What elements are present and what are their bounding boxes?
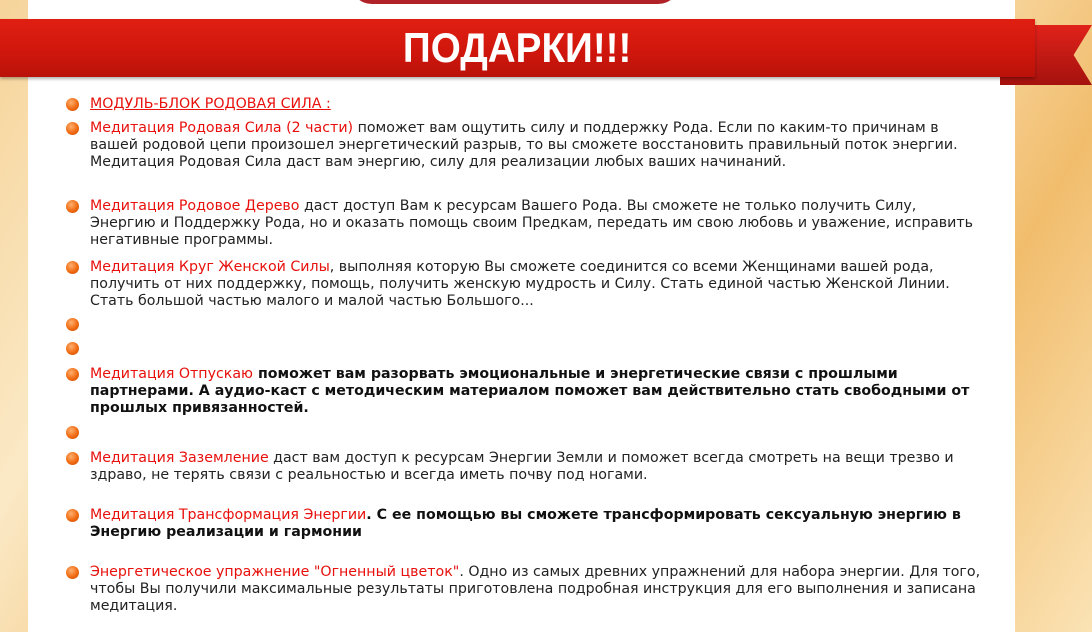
bullet-icon — [66, 452, 79, 465]
bullet-icon — [66, 98, 79, 111]
list-item — [66, 450, 986, 484]
item-text: поможет вам разорвать эмоциональные и энергетические связи с прошлыми партнерами. А аудио-каст с методическим материалом поможет вам действительно стать свободными от прошлых привязанностей. — [90, 366, 970, 416]
list-item — [66, 96, 986, 113]
item-text: . С ее помощью вы сможете трансформировать сексуальную энергию в Энергию реализации и гармонии — [90, 507, 961, 540]
gifts-banner — [0, 19, 1035, 77]
item-text: даст вам доступ к ресурсам Энергии Земли и поможет всегда смотреть на вещи трезво и здраво, не терять связи с реальностью и всегда иметь почву под ногами. — [90, 450, 954, 483]
item-text: поможет вам ощутить силу и поддержку Рода. Если по каким-то причинам в вашей родовой цепи произошел энергетический разрыв, то вы сможете восстановить правильный поток энергии. Медитация Родовая Сила даст вам энергию, силу для реализации любых ваших начинаний. — [90, 120, 958, 170]
list-item — [66, 507, 986, 541]
item-title: Медитация Отпускаю — [90, 366, 253, 382]
bullet-icon — [66, 318, 79, 331]
bullet-icon — [66, 122, 79, 135]
list-item — [66, 366, 986, 417]
item-title: Медитация Круг Женской Силы — [90, 259, 330, 275]
bullet-icon — [66, 509, 79, 522]
item-title: Энергетическое упражнение "Огненный цветок" — [90, 564, 460, 580]
bullet-icon — [66, 368, 79, 381]
item-text: , выполняя которую Вы сможете соединится со всеми Женщинами вашей рода, получить от них поддержку, помощь, получить женскую мудрость и Силу. Стать единой частью Женской Линии. Стать большой частью малого и малой частью Большого... — [90, 259, 950, 309]
list-item — [66, 564, 986, 615]
list-item — [66, 259, 986, 310]
item-title: Медитация Заземление — [90, 450, 269, 466]
bullet-icon — [66, 566, 79, 579]
banner-title: ПОДАРКИ!!! — [403, 24, 632, 71]
item-text: даст доступ Вам к ресурсам Вашего Рода. Вы сможете не только получить Силу, Энергию и Поддержку Рода, но и оказать помощь своим Предкам, передать им свою любовь и уважение, исправить негативные программы. — [90, 198, 973, 248]
item-title: Медитация Трансформация Энергии — [90, 507, 367, 523]
item-title: Медитация Родовая Сила (2 части) — [90, 120, 354, 136]
list-item — [66, 198, 986, 249]
bullet-icon — [66, 342, 79, 355]
top-button[interactable] — [350, 0, 680, 4]
item-title: Медитация Родовое Дерево — [90, 198, 300, 214]
list-item — [66, 120, 986, 171]
module-link[interactable]: МОДУЛЬ-БЛОК РОДОВАЯ СИЛА : — [90, 96, 331, 112]
bullet-icon — [66, 261, 79, 274]
item-text: . Одно из самых древних упражнений для набора энергии. Для того, чтобы Вы получили максимальные результаты приготовлена подробная инструкция для его выполнения и записана медитация. — [90, 564, 981, 614]
bullet-icon — [66, 200, 79, 213]
bullet-icon — [66, 426, 79, 439]
